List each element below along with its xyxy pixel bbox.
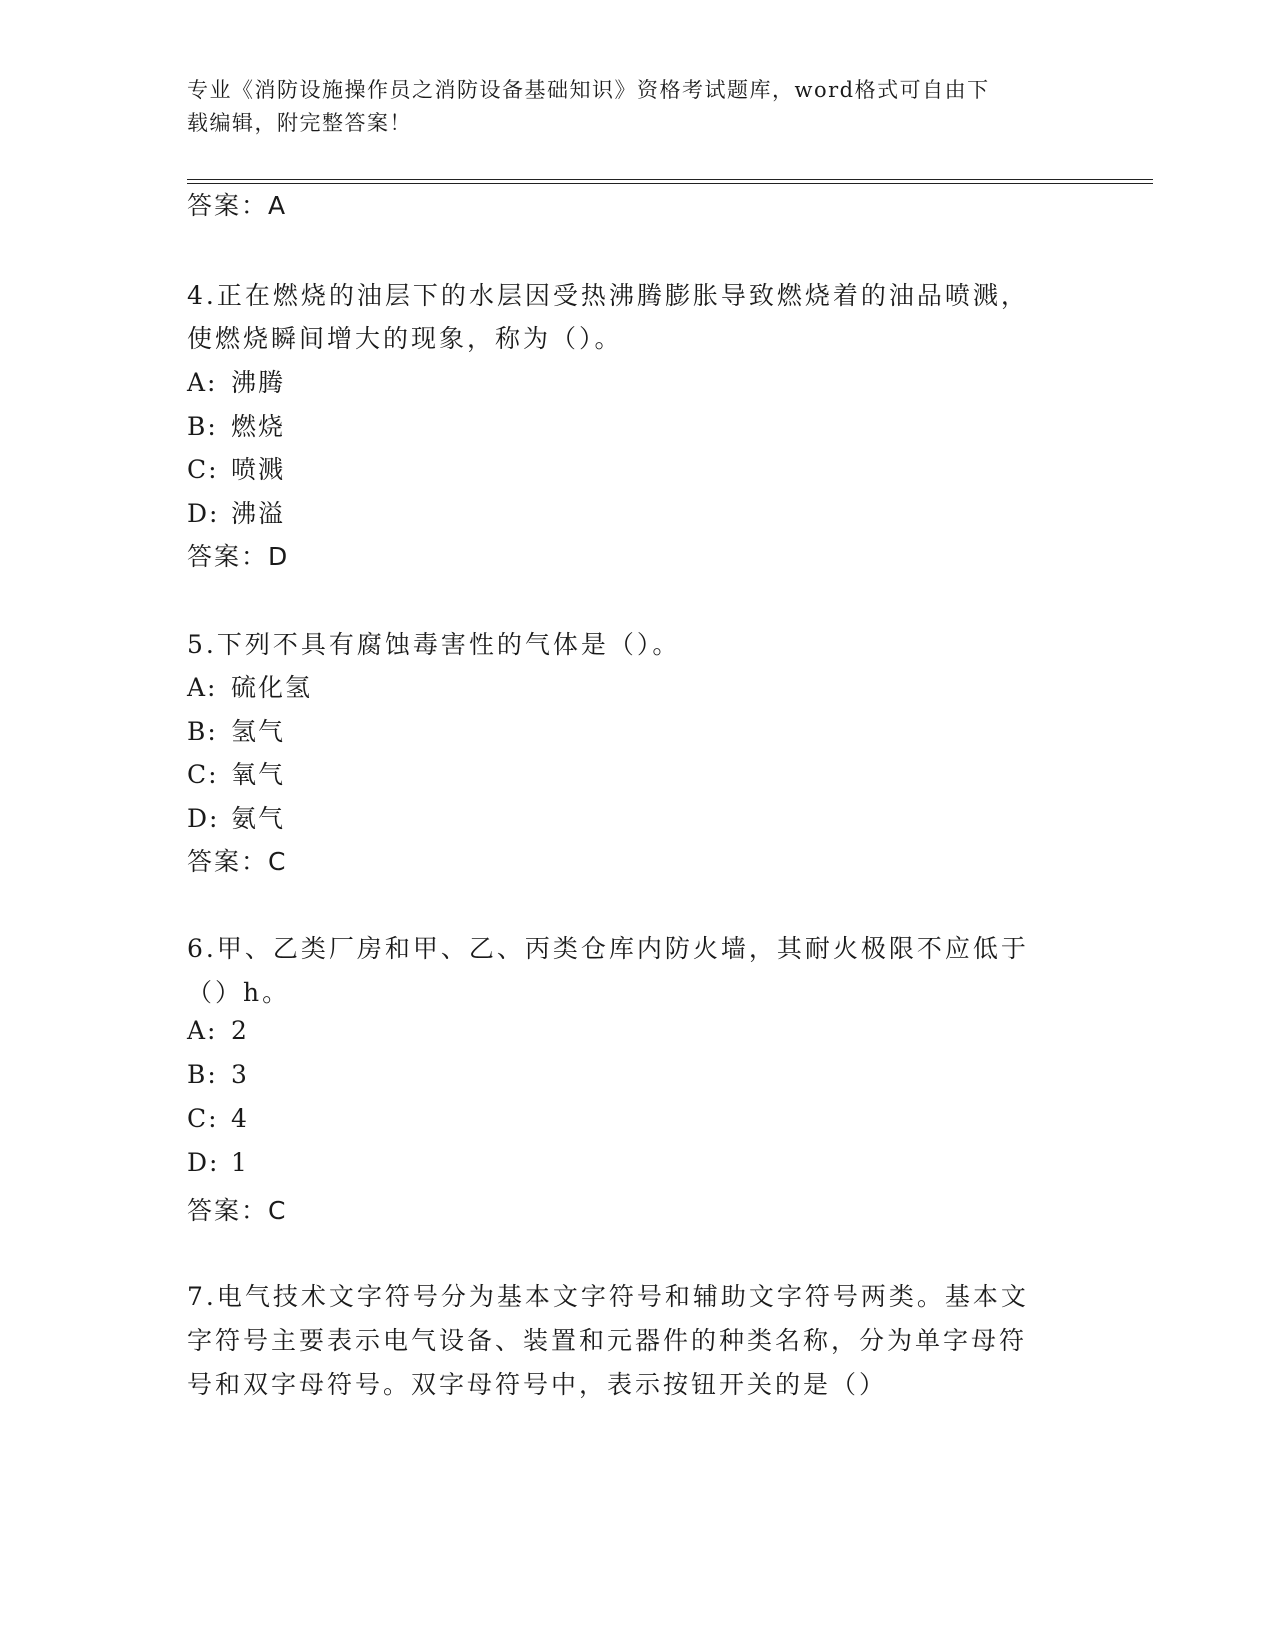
option-text: 1	[231, 1148, 249, 1177]
option-key: B:	[187, 412, 218, 441]
question-6-stem-line-1: 6.甲、乙类厂房和甲、乙、丙类仓库内防火墙，其耐火极限不应低于	[187, 934, 1029, 963]
question-6-answer: 答案：C	[187, 1196, 288, 1225]
option-key: D:	[187, 804, 220, 833]
option-key: B:	[187, 717, 218, 746]
option-text: 4	[231, 1104, 249, 1133]
question-4-option-a	[187, 363, 285, 399]
option-key: D:	[187, 499, 220, 528]
option-text: 氨气	[231, 804, 286, 833]
question-5-option-a	[187, 668, 312, 704]
previous-answer: 答案：A	[187, 191, 288, 220]
option-key: A:	[187, 673, 218, 702]
question-4-option-d	[187, 494, 285, 530]
option-key: D:	[187, 1148, 220, 1177]
option-text: 燃烧	[231, 412, 286, 441]
header-line-2: 载编辑，附完整答案！	[187, 111, 412, 135]
header-line-1: 专业《消防设施操作员之消防设备基础知识》资格考试题库，word格式可自由下	[187, 78, 990, 102]
question-4-option-c	[187, 450, 285, 486]
question-5-answer: 答案：C	[187, 847, 288, 876]
option-text: 氢气	[231, 717, 286, 746]
question-4-option-b	[187, 407, 285, 443]
header-divider-top	[187, 179, 1153, 180]
question-4-answer: 答案：D	[187, 542, 290, 571]
question-6-stem-line-2: （）h。	[187, 978, 291, 1007]
option-key: A:	[187, 368, 218, 397]
question-7-stem-line-1: 7.电气技术文字符号分为基本文字符号和辅助文字符号两类。基本文	[187, 1282, 1029, 1311]
question-7-stem-line-2: 字符号主要表示电气设备、装置和元器件的种类名称，分为单字母符	[187, 1326, 1028, 1355]
document-header	[187, 74, 1067, 140]
question-5-option-c	[187, 755, 285, 791]
option-text: 氧气	[231, 760, 286, 789]
question-6-option-c	[187, 1104, 249, 1133]
option-key: B:	[187, 1060, 218, 1089]
question-6-option-d	[187, 1148, 249, 1177]
question-5-option-b	[187, 712, 285, 748]
option-key: C:	[187, 1104, 219, 1133]
question-4-stem-line-1: 4.正在燃烧的油层下的水层因受热沸腾膨胀导致燃烧着的油品喷溅，	[187, 281, 1029, 310]
header-divider-bottom	[187, 183, 1153, 184]
option-text: 喷溅	[231, 455, 286, 484]
option-text: 2	[231, 1016, 249, 1045]
option-text: 沸溢	[231, 499, 286, 528]
option-key: C:	[187, 760, 219, 789]
option-key: C:	[187, 455, 219, 484]
option-text: 硫化氢	[231, 673, 313, 702]
question-6-option-b	[187, 1060, 249, 1089]
question-5-stem-line-1: 5.下列不具有腐蚀毒害性的气体是（）。	[187, 630, 681, 659]
question-5-option-d	[187, 799, 285, 835]
option-text: 3	[231, 1060, 249, 1089]
option-text: 沸腾	[231, 368, 286, 397]
question-4-stem-line-2: 使燃烧瞬间增大的现象，称为（）。	[187, 324, 623, 353]
question-7-stem-line-3: 号和双字母符号。双字母符号中，表示按钮开关的是（）	[187, 1370, 888, 1399]
question-6-option-a	[187, 1016, 249, 1045]
option-key: A:	[187, 1016, 218, 1045]
